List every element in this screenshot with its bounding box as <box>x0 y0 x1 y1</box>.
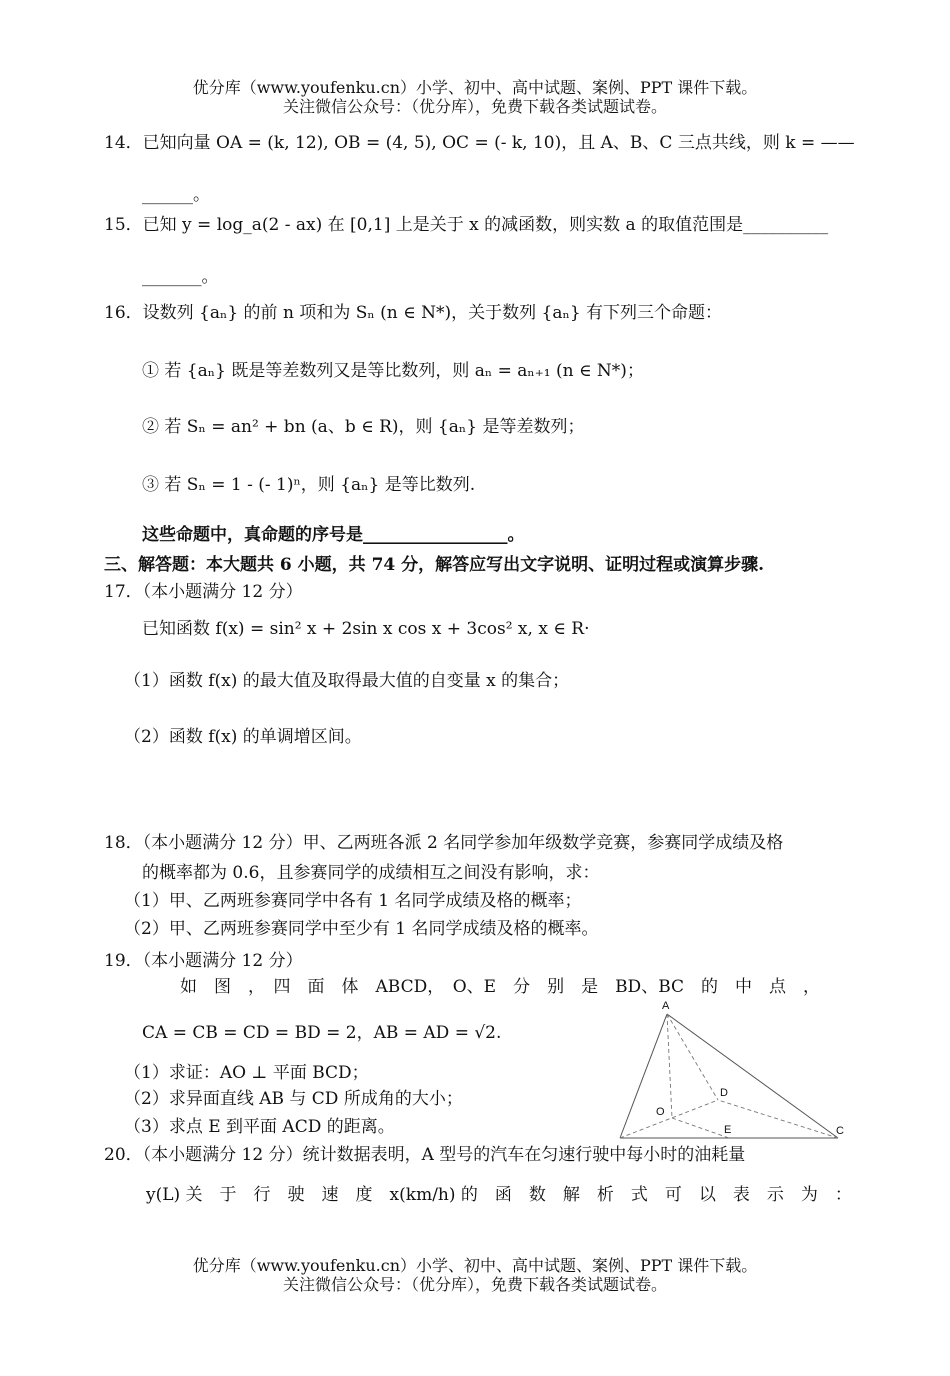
tetrahedron-figure <box>614 1000 854 1140</box>
q17-function: 已知函数 f(x) = sin² x + 2sin x cos x + 3cos² x, x ∈ R· <box>142 619 590 639</box>
vertex-label-c: C <box>836 1125 844 1137</box>
segment-oe <box>672 1118 732 1138</box>
header-line-1: 优分库（www.youfenku.cn）小学、初中、高中试题、案例、PPT 课件下载。 <box>192 78 758 97</box>
q18-sub-1: （1）甲、乙两班参赛同学中各有 1 名同学成绩及格的概率； <box>124 891 582 911</box>
q17-heading: 17．（本小题满分 12 分） <box>104 582 303 602</box>
q17-sub-1: （1）函数 f(x) 的最大值及取得最大值的自变量 x 的集合； <box>124 671 570 691</box>
q19-sub-2: （2）求异面直线 AB 与 CD 所成角的大小； <box>124 1089 463 1109</box>
q19-sub-1: （1）求证：AO ⊥ 平面 BCD； <box>124 1063 369 1083</box>
vertex-label-d: D <box>720 1087 728 1099</box>
q16-intro: 16．设数列 {aₙ} 的前 n 项和为 Sₙ (n ∈ N*)，关于数列 {aₙ} 有下列三个命题： <box>104 303 723 323</box>
q16-proposition-1: ① 若 {aₙ} 既是等差数列又是等比数列，则 aₙ = aₙ₊₁ (n ∈ N*)； <box>142 361 644 381</box>
section-3-heading: 三、解答题：本大题共 6 小题，共 74 分，解答应写出文字说明、证明过程或演算步骤. <box>104 555 765 575</box>
footer-line-2: 关注微信公众号：（优分库），免费下载各类试题试卷。 <box>282 1275 667 1294</box>
q14-line-2: ______。 <box>142 185 210 205</box>
q17-sub-2: （2）函数 f(x) 的单调增区间。 <box>124 727 362 747</box>
edge-cd <box>718 1100 838 1138</box>
q18-sub-2: （2）甲、乙两班参赛同学中至少有 1 名同学成绩及格的概率。 <box>124 919 599 939</box>
q19-sub-3: （3）求点 E 到平面 ACD 的距离。 <box>124 1117 395 1137</box>
footer-line-1: 优分库（www.youfenku.cn）小学、初中、高中试题、案例、PPT 课件下载。 <box>192 1256 758 1275</box>
edge-ad <box>667 1014 718 1100</box>
q19-heading: 19．（本小题满分 12 分） <box>104 951 303 971</box>
q19-line-2: CA = CB = CD = BD = 2，AB = AD = √2. <box>142 1023 502 1043</box>
vertex-label-a: A <box>662 1000 670 1012</box>
q19-line-1: 如 图 ， 四 面 体 ABCD， O、E 分 别 是 BD、BC 的 中 点 ， <box>180 977 821 997</box>
q16-proposition-2: ② 若 Sₙ = an² + bn (a、b ∈ R)，则 {aₙ} 是等差数列； <box>142 417 585 437</box>
point-label-e: E <box>724 1124 732 1136</box>
segment-ao <box>667 1014 672 1118</box>
q20-line-1: 20．（本小题满分 12 分）统计数据表明，A 型号的汽车在匀速行驶中每小时的油耗量 <box>104 1145 746 1165</box>
edge-bd <box>620 1100 718 1138</box>
q18-line-1: 18．（本小题满分 12 分）甲、乙两班各派 2 名同学参加年级数学竞赛，参赛同学成绩及格 <box>104 833 784 853</box>
edge-ab <box>620 1014 667 1138</box>
q15-line-2: _______。 <box>142 267 219 287</box>
q16-question: 这些命题中，真命题的序号是_________________。 <box>142 525 525 545</box>
edge-ac <box>667 1014 838 1138</box>
q14-line-1: 14．已知向量 OA = (k, 12), OB = (4, 5), OC = (- k, 10)，且 A、B、C 三点共线，则 k = —— <box>104 133 855 153</box>
q20-line-2: y(L) 关 于 行 驶 速 度 x(km/h) 的 函 数 解 析 式 可 以 表 示 为 ： <box>146 1185 852 1205</box>
q16-proposition-3: ③ 若 Sₙ = 1 - (- 1)ⁿ，则 {aₙ} 是等比数列. <box>142 475 476 495</box>
point-label-o: O <box>656 1106 665 1118</box>
page-header <box>0 78 950 116</box>
q15-line-1: 15．已知 y = log_a(2 - ax) 在 [0,1] 上是关于 x 的减函数，则实数 a 的取值范围是__________ <box>104 215 829 235</box>
header-line-2: 关注微信公众号：（优分库），免费下载各类试题试卷。 <box>282 97 667 116</box>
q18-line-2: 的概率都为 0.6，且参赛同学的成绩相互之间没有影响，求： <box>142 863 600 883</box>
page-footer <box>0 1256 950 1294</box>
